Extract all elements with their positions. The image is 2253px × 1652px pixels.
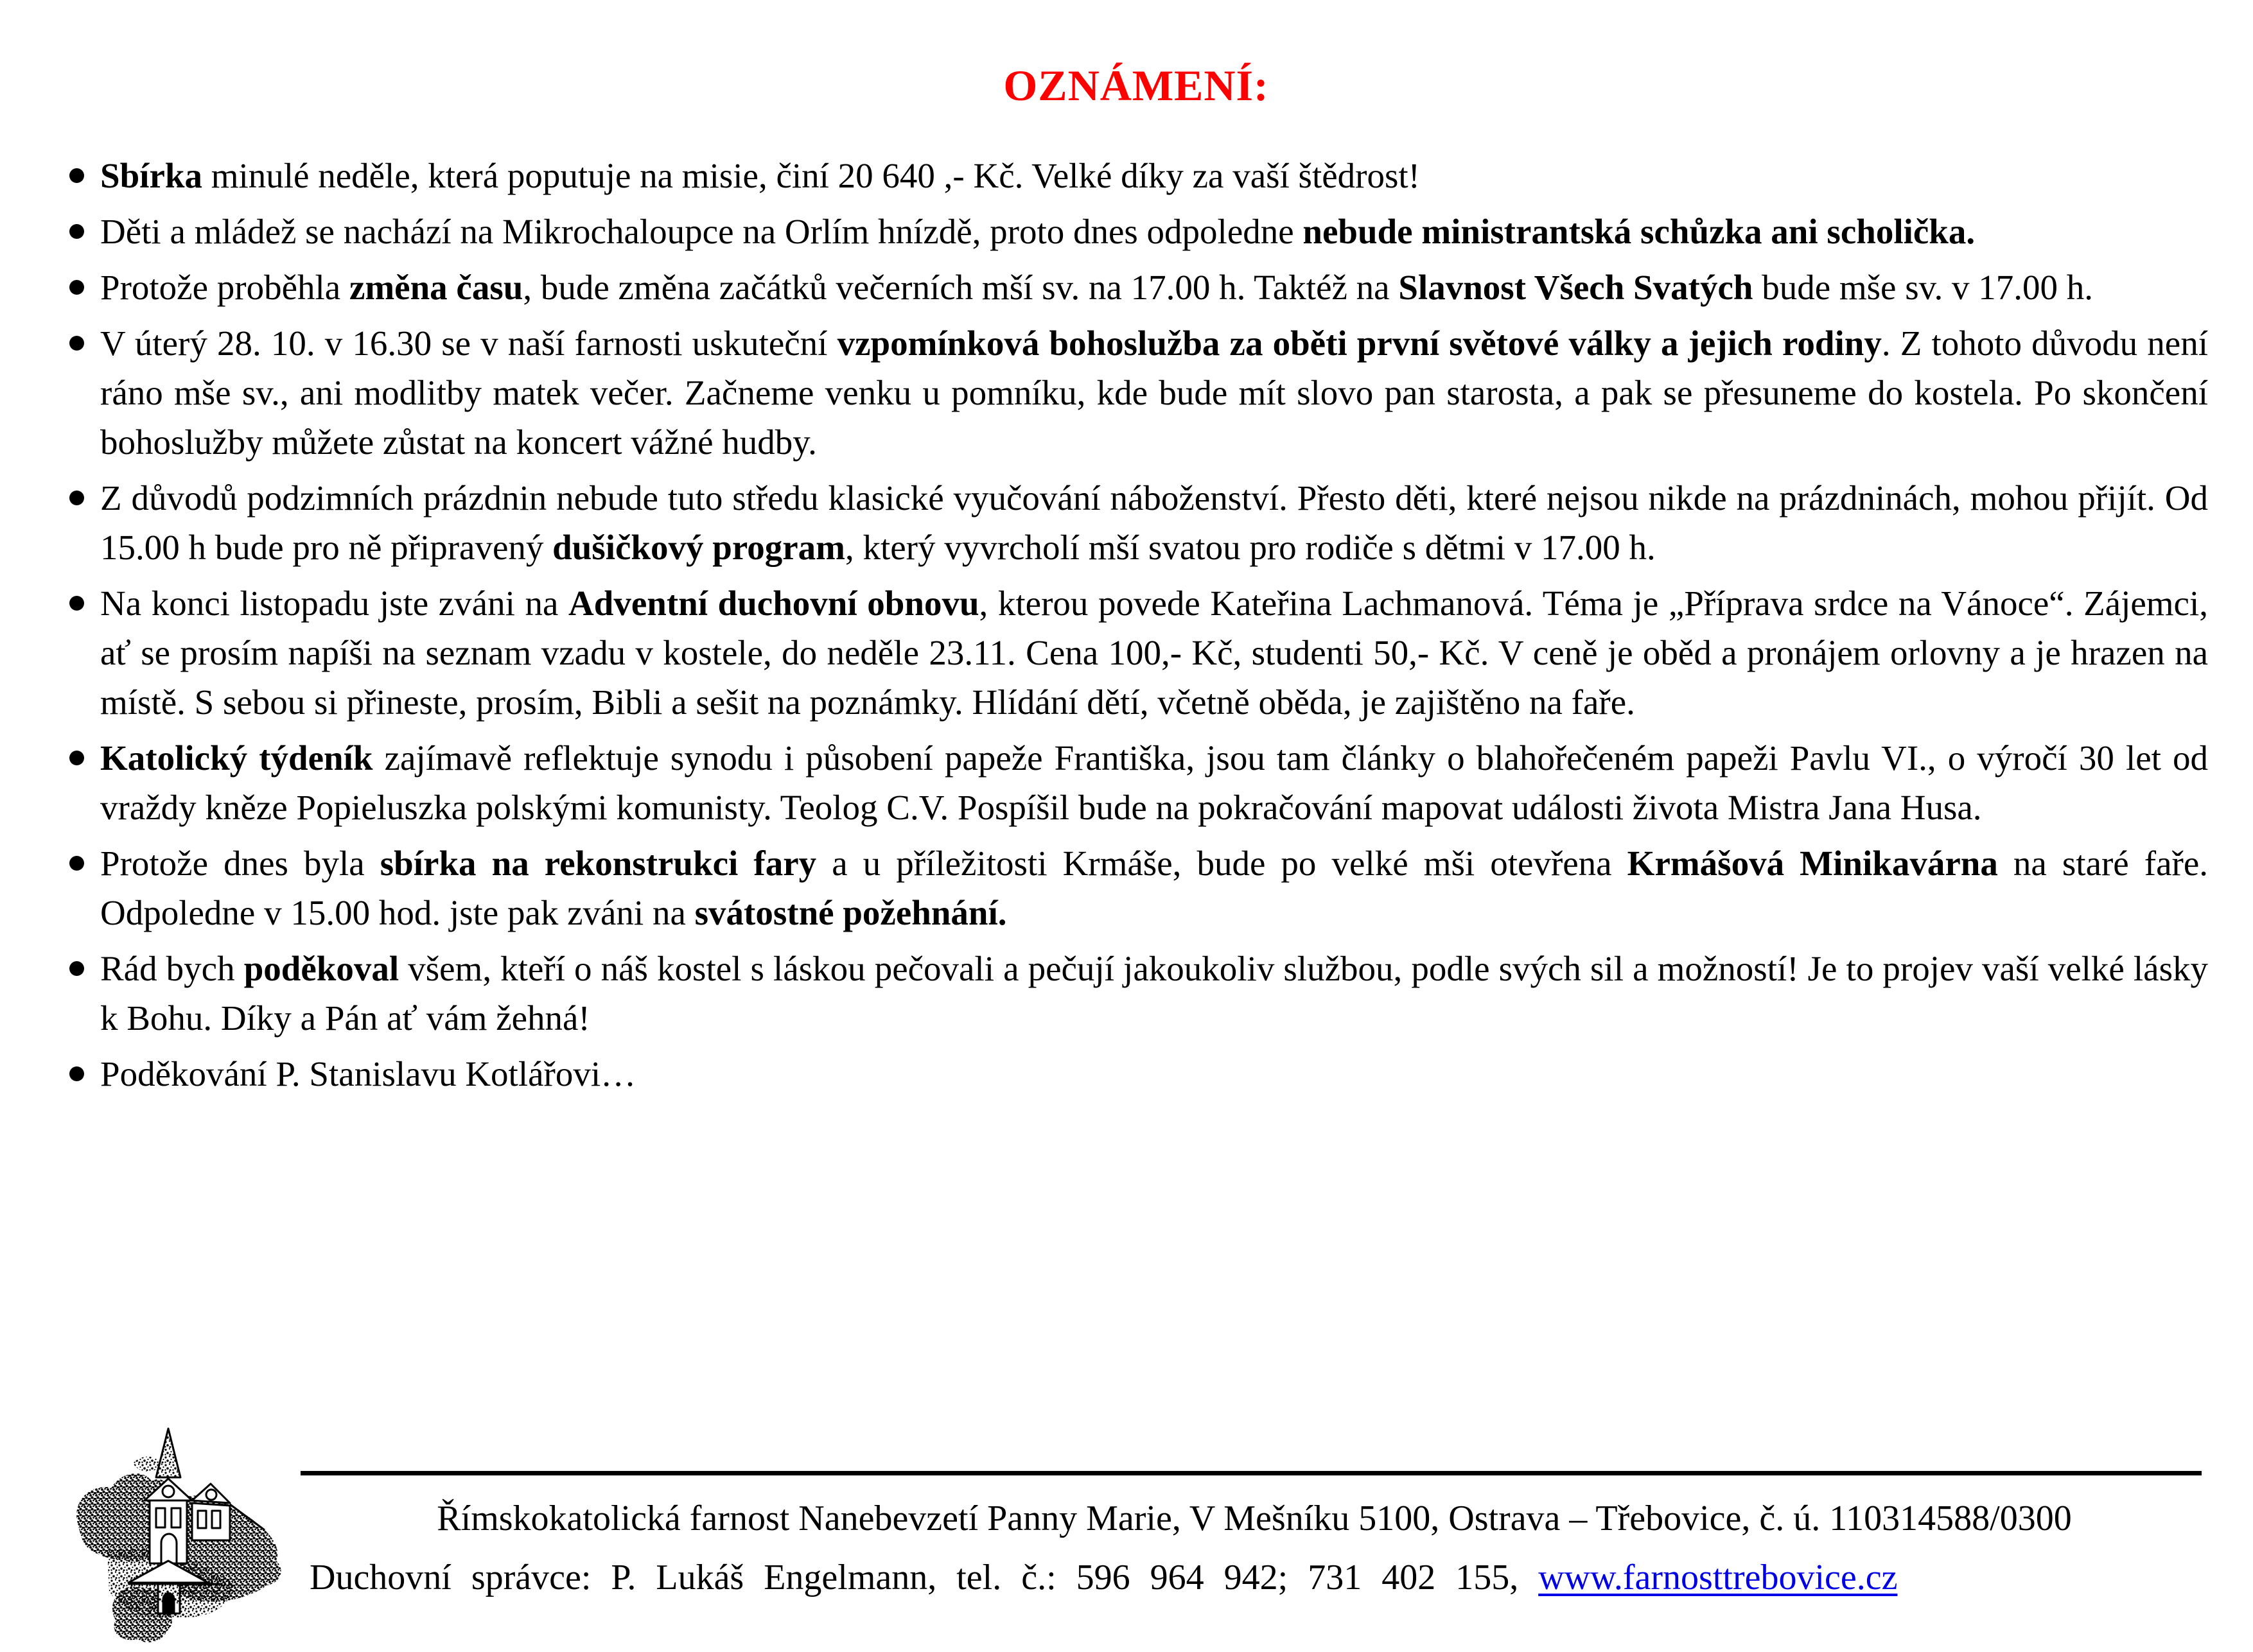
text-segment: Katolický týdeník bbox=[100, 738, 373, 778]
text-segment: svátostné požehnání. bbox=[694, 893, 1007, 932]
announcement-item bbox=[64, 733, 2208, 832]
text-segment: , kterou povede Kateřina Lachmanová. Téma je „Příprava srdce na Vánoce“. Zájemci, ať se prosím napíši na seznam vzadu v kostele, do neděle 23.11. Cena 100,- Kč, studenti 50,- Kč. V ceně je oběd a pronájem orlovny a je hrazen na místě. S sebou si přineste, prosím, Bibli a sešit na poznámky. Hlídání dětí, včetně oběda, je zajištěno na faře. bbox=[100, 584, 2208, 722]
church-etching-image bbox=[72, 1425, 284, 1644]
text-segment: Adventní duchovní obnovu bbox=[568, 584, 979, 623]
text-segment: . Z tohoto důvodu není ráno mše sv., ani modlitby matek večer. Začneme venku u pomníku, kde bude mít slovo pan starosta, a pak se přesuneme do kostela. Po skončení bohoslužby můžete zůstat na koncert vážné hudby. bbox=[100, 324, 2208, 462]
bullet-icon bbox=[69, 856, 84, 871]
text-segment: Rád bych bbox=[100, 949, 244, 988]
text-segment: Na konci listopadu jste zváni na bbox=[100, 584, 569, 623]
text-segment: , bude změna začátků večerních mší sv. na 17.00 h. Taktéž na bbox=[523, 268, 1399, 307]
bullet-icon bbox=[69, 168, 84, 183]
announcement-item bbox=[64, 318, 2208, 467]
bullet-icon bbox=[69, 280, 84, 295]
administrator-line bbox=[301, 1554, 2208, 1601]
bullet-icon bbox=[69, 751, 84, 765]
text-segment: na staré faře. Odpoledne v 15.00 hod. jste pak zváni na bbox=[100, 844, 2209, 932]
text-segment: V úterý 28. 10. v 16.30 se v naší farnosti uskuteční bbox=[100, 324, 837, 363]
announcement-item bbox=[64, 263, 2208, 312]
page-title: OZNÁMENÍ: bbox=[1003, 61, 1269, 110]
bullet-icon bbox=[69, 1066, 84, 1081]
announcement-item bbox=[64, 578, 2208, 727]
text-segment: a u příležitosti Krmáše, bude po velké mši otevřena bbox=[816, 844, 1627, 883]
text-segment: bude mše sv. v 17.00 h. bbox=[1753, 268, 2094, 307]
text-segment: minulé neděle, která poputuje na misie, činí 20 640 ,- Kč. Velké díky za vaší štědrost! bbox=[202, 156, 1420, 195]
text-segment: změna času bbox=[349, 268, 523, 307]
announcement-list bbox=[64, 151, 2208, 1099]
text-segment: dušičkový program bbox=[552, 528, 845, 567]
footer-divider bbox=[301, 1471, 2202, 1475]
announcement-item bbox=[64, 944, 2208, 1043]
announcement-page bbox=[0, 60, 2253, 1652]
announcement-item bbox=[64, 839, 2208, 937]
text-segment: Protože dnes byla bbox=[100, 844, 380, 883]
bullet-icon bbox=[69, 491, 84, 505]
text-segment: Z důvodů podzimních prázdnin nebude tuto středu klasické vyučování náboženství. Přesto děti, které nejsou nikde na prázdninách, mohou přijít. Od 15.00 h bude pro ně připravený bbox=[100, 478, 2208, 567]
footer bbox=[72, 1425, 2208, 1644]
text-segment: zajímavě reflektuje synodu i působení papeže Františka, jsou tam články o blahořečeném papeži Pavlu VI., o výročí 30 let od vraždy kněze Popieluszka polskými komunisty. Teolog C.V. Pospíšil bude na pokračování mapovat události života Mistra Jana Husa. bbox=[100, 738, 2208, 827]
announcement-item bbox=[64, 1049, 2208, 1099]
text-segment: Děti a mládež se nachází na Mikrochaloupce na Orlím hnízdě, proto dnes odpoledne bbox=[100, 212, 1303, 251]
parish-info-line: Římskokatolická farnost Nanebevzetí Panny Marie, V Mešníku 5100, Ostrava – Třebovice, č. ú. 110314588/0300 bbox=[437, 1499, 2072, 1538]
text-segment: všem, kteří o náš kostel s láskou pečovali a pečují jakoukoliv službou, podle svých sil a možností! Je to projev vaší velké lásky k Bohu. Díky a Pán ať vám žehná! bbox=[100, 949, 2208, 1038]
footer-text-block bbox=[301, 1425, 2208, 1601]
text-segment: vzpomínková bohoslužba za oběti první světové války a jejich rodiny bbox=[837, 324, 1882, 363]
announcement-item bbox=[64, 473, 2208, 572]
announcement-item bbox=[64, 151, 2208, 200]
website-link[interactable]: www.farnosttrebovice.cz bbox=[1538, 1558, 1898, 1597]
administrator-text: Duchovní správce: P. Lukáš Engelmann, tel. č.: 596 964 942; 731 402 155, bbox=[310, 1558, 1519, 1597]
announcement-item bbox=[64, 207, 2208, 256]
text-segment: Krmášová Minikavárna bbox=[1627, 844, 1998, 883]
text-segment: nebude ministrantská schůzka ani scholička. bbox=[1302, 212, 1976, 251]
text-segment: Poděkování P. Stanislavu Kotlářovi… bbox=[100, 1054, 636, 1093]
bullet-icon bbox=[69, 596, 84, 611]
text-segment: Protože proběhla bbox=[100, 268, 349, 307]
bullet-icon bbox=[69, 224, 84, 239]
text-segment: Slavnost Všech Svatých bbox=[1398, 268, 1753, 307]
text-segment: sbírka na rekonstrukci fary bbox=[380, 844, 817, 883]
text-segment: , který vyvrcholí mší svatou pro rodiče s dětmi v 17.00 h. bbox=[845, 528, 1656, 567]
bullet-icon bbox=[69, 336, 84, 351]
text-segment: poděkoval bbox=[243, 949, 399, 988]
bullet-icon bbox=[69, 961, 84, 976]
text-segment: Sbírka bbox=[100, 156, 202, 195]
